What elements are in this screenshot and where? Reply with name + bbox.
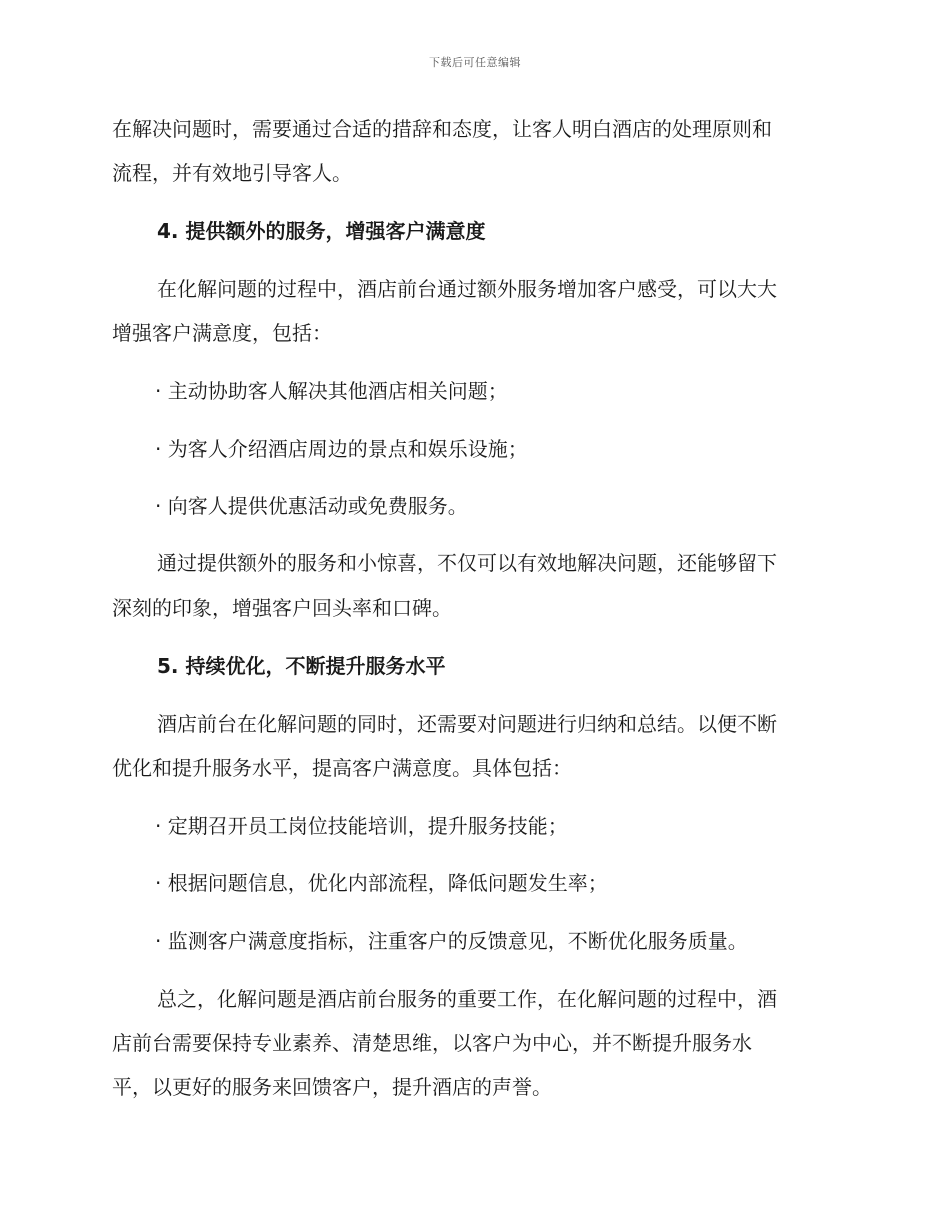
body-text-line: 流程，并有效地引导客人。 — [112, 161, 352, 185]
bullet-item: · 主动协助客人解决其他酒店相关问题； — [155, 379, 508, 403]
bullet-item: · 监测客户满意度指标，注重客户的反馈意见，不断优化服务质量。 — [155, 929, 748, 953]
body-text-line: 在解决问题时，需要通过合适的措辞和态度，让客人明白酒店的处理原则和 — [112, 117, 772, 141]
body-text-line: 平，以更好的服务来回馈客户，提升酒店的声誉。 — [112, 1075, 552, 1099]
body-text-line: 增强客户满意度，包括： — [112, 321, 332, 345]
body-text-line: 店前台需要保持专业素养、清楚思维，以客户为中心，并不断提升服务水 — [112, 1031, 752, 1055]
paragraph-first-line: 在化解问题的过程中，酒店前台通过额外服务增加客户感受，可以大大 — [157, 277, 777, 301]
paragraph-first-line: 总之，化解问题是酒店前台服务的重要工作，在化解问题的过程中，酒 — [157, 987, 777, 1011]
paragraph-first-line: 通过提供额外的服务和小惊喜，不仅可以有效地解决问题，还能够留下 — [157, 551, 777, 575]
body-text-line: 深刻的印象，增强客户回头率和口碑。 — [112, 596, 452, 620]
bullet-item: · 向客人提供优惠活动或免费服务。 — [155, 494, 468, 518]
section-heading: 4. 提供额外的服务，增强客户满意度 — [157, 219, 486, 243]
bullet-item: · 定期召开员工岗位技能培训，提升服务技能； — [155, 814, 568, 838]
paragraph-first-line: 酒店前台在化解问题的同时，还需要对问题进行归纳和总结。以便不断 — [157, 712, 777, 736]
body-text-line: 优化和提升服务水平，提高客户满意度。具体包括： — [112, 756, 572, 780]
page-header: 下载后可任意编辑 — [429, 56, 521, 69]
bullet-item: · 根据问题信息，优化内部流程，降低问题发生率； — [155, 871, 608, 895]
bullet-item: · 为客人介绍酒店周边的景点和娱乐设施； — [155, 437, 528, 461]
section-heading: 5. 持续优化，不断提升服务水平 — [157, 654, 446, 678]
